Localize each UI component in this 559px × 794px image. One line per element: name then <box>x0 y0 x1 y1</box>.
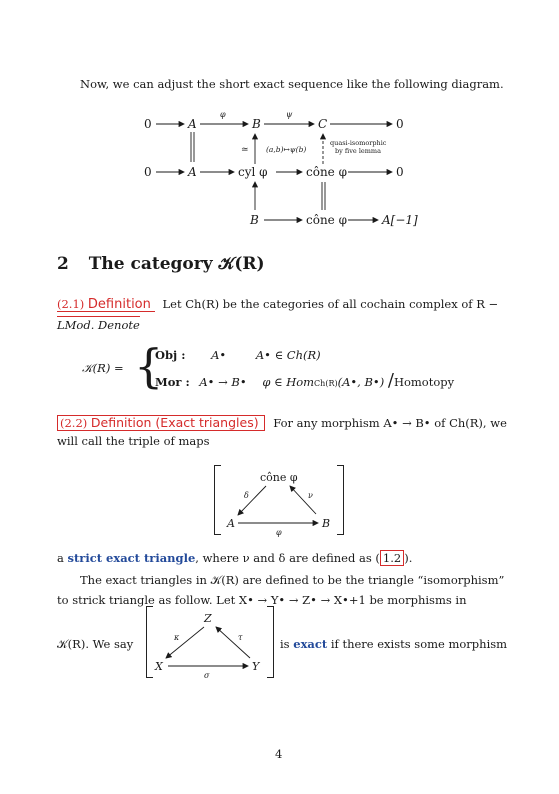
def22-label: (2.2) Definition (Exact triangles) <box>57 415 265 431</box>
d1-map-label: (a,b)↦ψ(b) <box>266 145 307 154</box>
d1-r3-B: B <box>250 213 259 227</box>
intro-text: Now, we can adjust the short exact sequence like the following diagram. <box>80 77 504 91</box>
d1-r2-cone: cône φ <box>306 165 347 179</box>
d1-simeq: ≃ <box>241 145 249 155</box>
tri1-nu: ν <box>308 491 313 500</box>
tri1-delta: δ <box>244 491 249 500</box>
para2-line1: The exact triangles in 𝒦(R) are defined to be the triangle “isomorphism” <box>80 573 505 587</box>
def21-lhs: 𝒦(R) = <box>82 361 124 375</box>
strict-term: strict exact triangle <box>67 551 196 565</box>
d1-quasi-1: quasi-isomorphic <box>330 139 387 147</box>
d1-r1-zero: 0 <box>144 117 152 131</box>
def22-line2: will call the triple of maps <box>57 434 210 448</box>
tri2-sigma: σ <box>204 671 210 680</box>
tri1-B: B <box>322 517 331 530</box>
d1-r1-C: C <box>318 117 328 131</box>
tri2-Z: Z <box>204 612 212 625</box>
d1-r2-zero2: 0 <box>396 165 404 179</box>
triangle1-diagram <box>214 465 342 537</box>
exact-term: exact <box>293 637 328 651</box>
section-heading <box>57 254 265 274</box>
d1-psi-label: ψ <box>286 110 293 119</box>
tri2-X: X <box>155 660 163 673</box>
def21-obj-row: Obj : A• A• ∈ Ch(R) <box>155 348 321 362</box>
strict-line: a strict exact triangle, where ν and δ are defined as ( 1.2 ). <box>57 551 413 565</box>
d1-r2-A: A <box>188 165 197 179</box>
d1-quasi-2: by five lemma <box>335 147 381 155</box>
d1-r3-cone: cône φ <box>306 213 347 227</box>
tri2-Y: Y <box>252 660 260 673</box>
commutative-diagram <box>130 106 430 230</box>
d1-r1-A: A <box>188 117 197 131</box>
para2-line2: to strick triangle as follow. Let X• → Y• → Z• → X•+1 be morphisms in <box>57 593 467 607</box>
def22-line1: (2.2) Definition (Exact triangles) For any morphism A• → B• of Ch(R), we <box>57 416 507 430</box>
say-post: is exact if there exists some morphism <box>280 637 508 651</box>
tri1-phi: φ <box>276 528 282 537</box>
d1-r2-cyl: cyl φ <box>238 165 268 179</box>
ref-link[interactable]: 1.2 <box>380 550 404 566</box>
tri1-top: cône φ <box>260 471 298 484</box>
tri2-tau: τ <box>238 633 243 642</box>
def21-brace: { <box>134 339 164 393</box>
def21-mor-row: Mor : A• → B• φ ∈ HomCh(R)(A•, B•) /Homotopy <box>155 370 455 391</box>
triangle2-diagram <box>146 606 272 680</box>
d1-r1-B: B <box>252 117 261 131</box>
section-title: The category 𝒦(R) <box>88 254 265 274</box>
say-pre: 𝒦(R). We say <box>57 637 134 651</box>
def21-line1: (2.1) Definition Let Ch(R) be the categories of all cochain complex of R − <box>57 297 499 312</box>
d1-r2-zero: 0 <box>144 165 152 179</box>
section-number: 2 <box>57 254 69 274</box>
d1-r3-shift: A[−1] <box>382 213 418 227</box>
def21-line2: LMod. Denote <box>57 318 140 332</box>
d1-phi-label: φ <box>220 110 226 119</box>
tri2-kappa: κ <box>174 633 180 642</box>
tri1-A: A <box>227 517 235 530</box>
page-number: 4 <box>275 747 283 761</box>
d1-r1-zero2: 0 <box>396 117 404 131</box>
def21-label: (2.1) Definition <box>57 297 155 312</box>
